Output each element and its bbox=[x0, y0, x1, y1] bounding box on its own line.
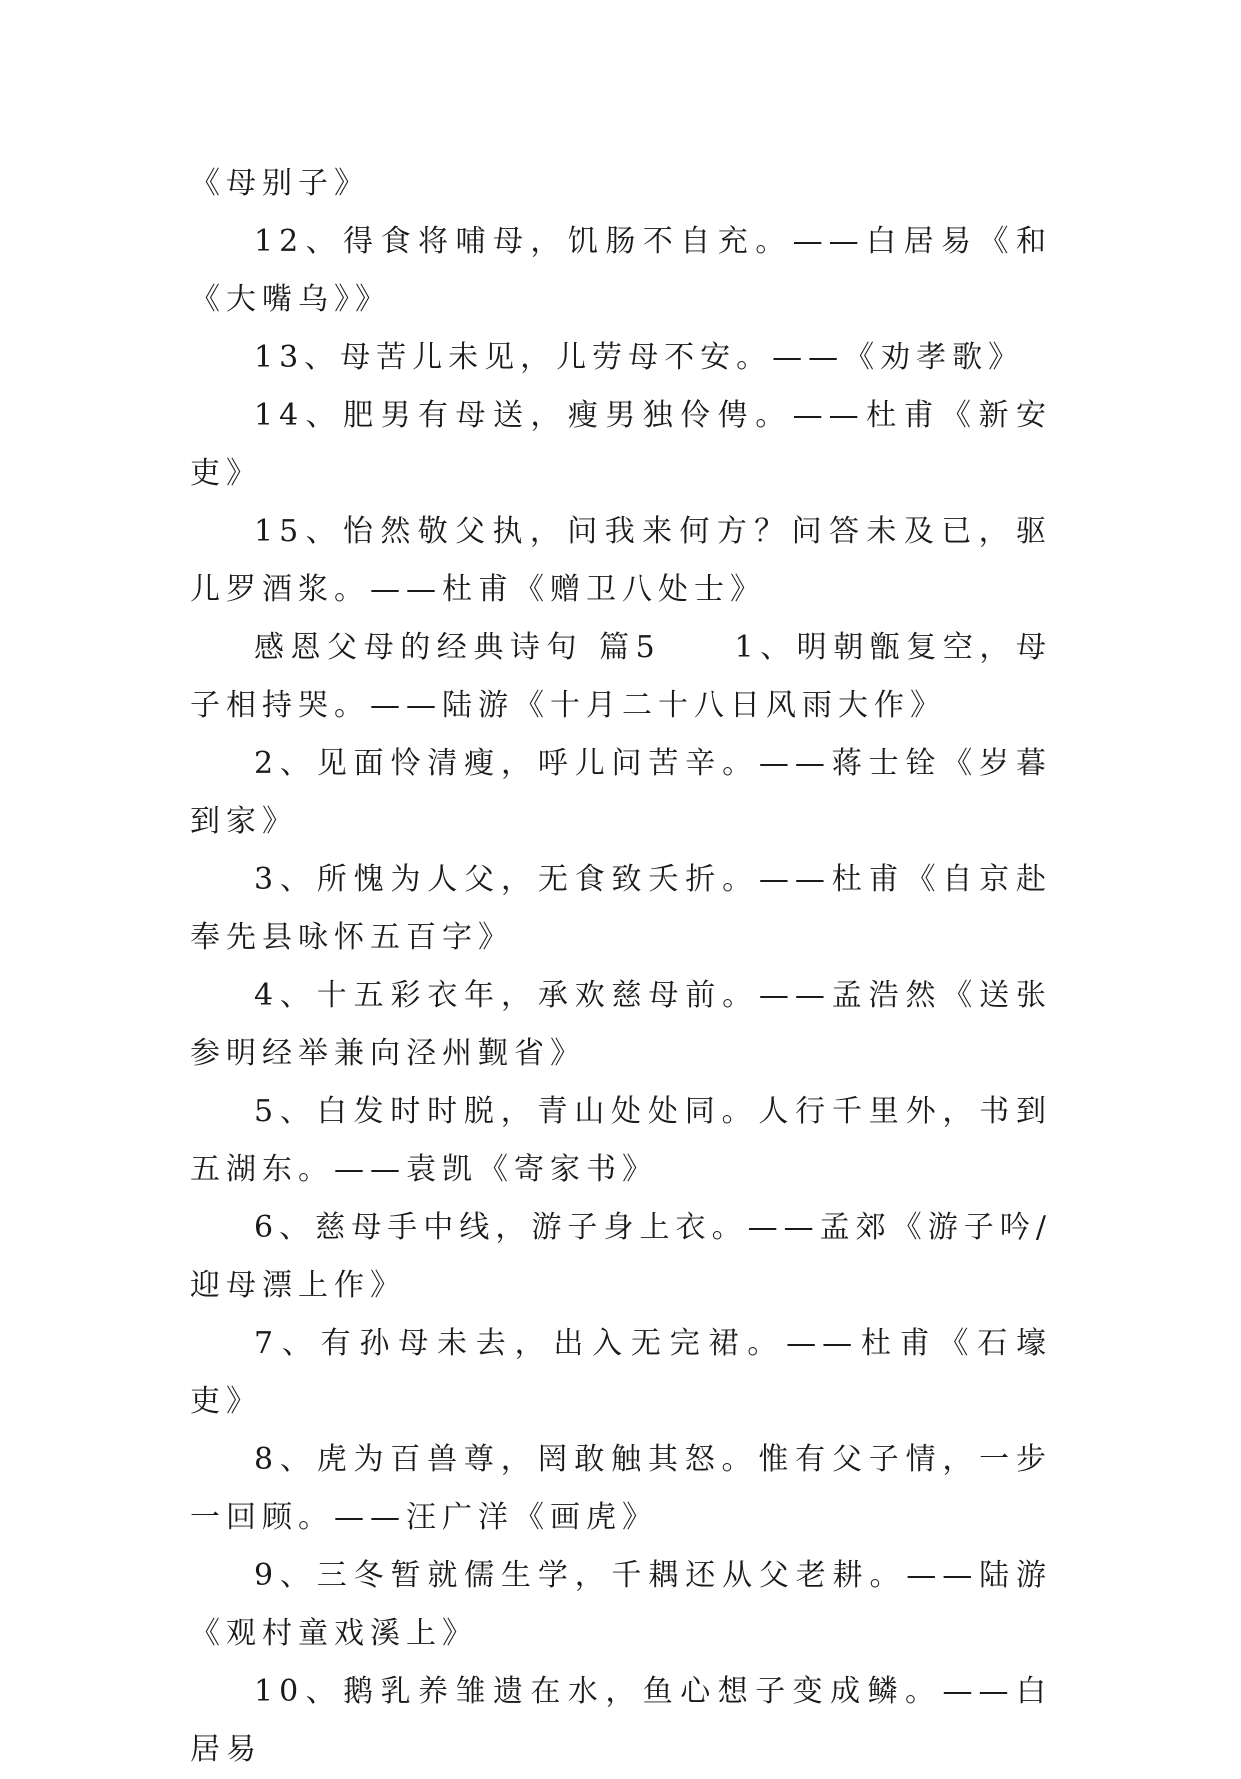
paragraph-poem-4: 4、十五彩衣年，承欢慈母前。——孟浩然《送张参明经举兼向泾州觐省》 bbox=[190, 978, 1052, 1071]
paragraph-continuation: 《母别子》 bbox=[190, 166, 370, 201]
paragraph-poem-7: 7、有孙母未去，出入无完裙。——杜甫《石壕吏》 bbox=[190, 1326, 1052, 1419]
paragraph-poem-8: 8、虎为百兽尊，罔敢触其怒。惟有父子情，一步一回顾。——汪广洋《画虎》 bbox=[190, 1442, 1052, 1535]
paragraph-poem-13: 13、母苦儿未见，儿劳母不安。——《劝孝歌》 bbox=[254, 340, 1025, 375]
paragraph-poem-2: 2、见面怜清瘦，呼儿问苦辛。——蒋士铨《岁暮到家》 bbox=[190, 746, 1052, 839]
body-text bbox=[190, 155, 1052, 1779]
paragraph-poem-10: 10、鹅乳养雏遗在水，鱼心想子变成鳞。——白居易 bbox=[190, 1674, 1052, 1767]
paragraph-poem-6: 6、慈母手中线，游子身上衣。——孟郊《游子吟/迎母漂上作》 bbox=[190, 1210, 1052, 1303]
paragraph-poem-12: 12、得食将哺母，饥肠不自充。——白居易《和《大嘴乌》》 bbox=[190, 224, 1052, 317]
paragraph-section-5-poem-1: 感恩父母的经典诗句 篇5 1、明朝甑复空，母子相持哭。——陆游《十月二十八日风雨大作》 bbox=[190, 630, 1052, 723]
paragraph-poem-9: 9、三冬暂就儒生学，千耦还从父老耕。——陆游《观村童戏溪上》 bbox=[190, 1558, 1052, 1651]
paragraph-poem-5: 5、白发时时脱，青山处处同。人行千里外，书到五湖东。——袁凯《寄家书》 bbox=[190, 1094, 1052, 1187]
paragraph-poem-15: 15、怡然敬父执，问我来何方？问答未及已，驱儿罗酒浆。——杜甫《赠卫八处士》 bbox=[190, 514, 1052, 607]
paragraph-poem-3: 3、所愧为人父，无食致夭折。——杜甫《自京赴奉先县咏怀五百字》 bbox=[190, 862, 1052, 955]
paragraph-poem-14: 14、肥男有母送，瘦男独伶俜。——杜甫《新安吏》 bbox=[190, 398, 1052, 491]
